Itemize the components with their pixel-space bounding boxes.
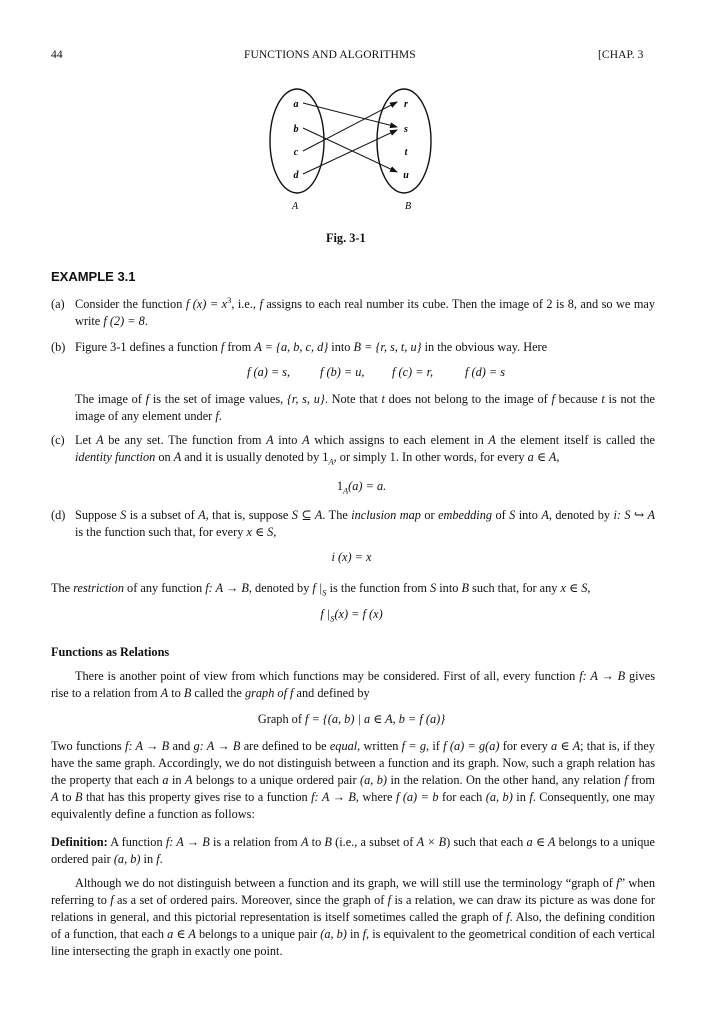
text: in the obvious way. Here xyxy=(421,340,548,354)
math: f xyxy=(506,910,510,924)
math: A = {a, b, c, d} xyxy=(254,340,329,354)
text: in xyxy=(512,790,530,804)
text: There is another point of view from which functions may be considered. First of all, every function xyxy=(75,669,580,683)
text: called the xyxy=(191,686,245,700)
element-r: r xyxy=(404,99,408,110)
text: in xyxy=(346,927,363,941)
text: as a set of ordered pairs. Moreover, since the graph of xyxy=(113,893,388,907)
restriction-display xyxy=(0,606,703,623)
text: Consider the function xyxy=(75,297,186,311)
value-fb: f (b) = u, xyxy=(320,365,365,379)
example-item-c xyxy=(51,432,655,466)
text: gives rise to a relation from xyxy=(51,669,655,700)
function-diagram xyxy=(230,80,470,220)
math: f = g xyxy=(401,739,427,753)
text: in the relation. On the other hand, any relation xyxy=(387,773,625,787)
math: A × B xyxy=(416,835,447,849)
value-fa: f (a) = s, xyxy=(247,365,291,379)
math: f xyxy=(215,409,219,423)
element-a: a xyxy=(293,99,299,110)
math: f xyxy=(551,392,555,406)
figure-caption: Fig. 3-1 xyxy=(326,231,366,245)
math: 1 xyxy=(336,479,343,493)
math: A xyxy=(51,790,59,804)
text: that has this property gives rise to a function xyxy=(82,790,312,804)
text: assigns to each real number its cube. Then the image of 2 is 8, and so we may write xyxy=(75,297,655,328)
text: on xyxy=(155,450,174,464)
text: A function xyxy=(107,835,166,849)
term: embedding xyxy=(438,508,493,522)
term: equal xyxy=(329,739,358,753)
math: A xyxy=(300,835,309,849)
term: identity function xyxy=(75,450,156,464)
graph-definition-display xyxy=(0,711,703,728)
math: x ∈ S xyxy=(560,581,588,595)
text: , denoted by xyxy=(248,581,313,595)
restriction-paragraph xyxy=(51,580,655,597)
text: from xyxy=(224,340,255,354)
text: The image of xyxy=(75,392,146,406)
math: a ∈ A xyxy=(526,835,556,849)
element-c: c xyxy=(293,147,299,158)
item-label: (c) xyxy=(51,433,65,447)
text: or xyxy=(420,508,439,522)
math: i: S ↪ A xyxy=(613,508,655,522)
math: g: A → B xyxy=(193,739,241,753)
math: A xyxy=(160,686,169,700)
math: a ∈ A xyxy=(527,450,557,464)
math: f: A → B xyxy=(165,835,210,849)
text: Figure 3-1 defines a function xyxy=(75,340,221,354)
subscript: S xyxy=(330,613,335,624)
text: to xyxy=(308,835,325,849)
text: ; that is, if they have the same graph. Accordingly, we do not distinguish between a function and its graph. Now, such a graph relation has the property that each xyxy=(51,739,655,787)
text: . Note that xyxy=(324,392,382,406)
text: to xyxy=(168,686,184,700)
math: f (a) = g(a) xyxy=(443,739,500,753)
text: , xyxy=(587,581,591,595)
math: a ∈ A xyxy=(551,739,581,753)
text: is the function from xyxy=(326,581,431,595)
math: f xyxy=(259,297,263,311)
text: . xyxy=(159,852,163,866)
text: is a relation, we can draw its picture as was done for relations in general, and this pictorial representation is itself sometimes called the graph of xyxy=(51,893,655,924)
element-u: u xyxy=(403,170,409,181)
text: Although we do not distinguish between a function and its graph, we will still use the terminology “graph of xyxy=(75,876,617,890)
text: belongs to a unique ordered pair xyxy=(51,835,655,866)
text: is not the image of any element under xyxy=(75,392,655,423)
arrow-b-to-u xyxy=(303,128,397,172)
text: Two functions xyxy=(51,739,125,753)
text: because xyxy=(554,392,602,406)
math: B xyxy=(324,835,332,849)
relations-paragraph-1 xyxy=(51,668,655,702)
math: (a, b) xyxy=(113,852,141,866)
math: {r, s, u} xyxy=(286,392,325,406)
term: graph of f xyxy=(244,686,294,700)
math: a xyxy=(162,773,169,787)
math: A xyxy=(96,433,104,447)
math: f xyxy=(387,893,392,907)
math: (a) = a. xyxy=(348,479,387,493)
set-label-A: A xyxy=(292,201,299,212)
math: S xyxy=(430,581,437,595)
math: f | xyxy=(320,607,331,621)
text: , or simply 1. In other words, for every xyxy=(333,450,528,464)
example-item-b xyxy=(51,339,655,356)
relations-paragraph-2 xyxy=(51,738,655,823)
text: the element itself is called the xyxy=(495,433,656,447)
text: is the set of image values, xyxy=(149,392,287,406)
definition-label: Definition: xyxy=(51,835,108,849)
subscript: A xyxy=(342,485,349,496)
math: A xyxy=(185,773,193,787)
text: is the function such that, for every xyxy=(75,525,247,539)
arrow-a-to-s xyxy=(303,103,397,127)
math: A xyxy=(198,508,206,522)
text: in xyxy=(168,773,186,787)
math: (a, b) xyxy=(485,790,513,804)
text: . xyxy=(218,409,222,423)
value-fc: f (c) = r, xyxy=(392,365,434,379)
text: and defined by xyxy=(293,686,370,700)
math: f xyxy=(110,893,114,907)
text: are defined to be xyxy=(240,739,330,753)
chapter-label: [CHAP. 3 xyxy=(598,49,644,61)
text: ) such that each xyxy=(446,835,527,849)
term: restriction xyxy=(73,581,124,595)
math: f xyxy=(616,876,620,890)
text: , xyxy=(273,525,277,539)
identity-display xyxy=(0,478,703,495)
term: inclusion map xyxy=(351,508,421,522)
math: S ⊆ A xyxy=(291,508,323,522)
text: , written xyxy=(357,739,402,753)
math: B xyxy=(461,581,469,595)
text: , i.e., xyxy=(231,297,260,311)
text: for every xyxy=(499,739,551,753)
math: f (2) = 8 xyxy=(103,314,145,328)
element-d: d xyxy=(293,170,299,181)
math: f xyxy=(156,852,160,866)
example-item-b-continued xyxy=(51,391,655,425)
math: f xyxy=(529,790,533,804)
text: , is equivalent to the geometrical condition of each vertical line intersecting the graph in exactly one point. xyxy=(51,927,656,958)
text: (i.e., a subset of xyxy=(331,835,417,849)
text: . The xyxy=(322,508,352,522)
text: , that is, suppose xyxy=(205,508,292,522)
math: t xyxy=(601,392,605,406)
text: in xyxy=(140,852,157,866)
text: belongs to a unique pair xyxy=(195,927,321,941)
inclusion-display: i (x) = x xyxy=(331,550,372,564)
text: does not belong to the image of xyxy=(384,392,552,406)
text: , xyxy=(556,450,560,464)
math: A xyxy=(173,450,182,464)
text: is a relation from xyxy=(209,835,301,849)
math: f (a) = b xyxy=(395,790,439,804)
example-item-a xyxy=(51,296,655,330)
text: belongs to a unique ordered pair xyxy=(192,773,361,787)
text: to xyxy=(58,790,76,804)
text: from xyxy=(627,773,655,787)
math: A xyxy=(488,433,496,447)
closing-paragraph xyxy=(51,875,655,960)
exponent: 3 xyxy=(227,294,232,305)
math: A xyxy=(541,508,549,522)
text: into xyxy=(515,508,542,522)
text: such that, for any xyxy=(468,581,561,595)
text: Graph of xyxy=(257,712,305,726)
text: , if xyxy=(426,739,444,753)
math: f: A → B xyxy=(125,739,170,753)
text: of any function xyxy=(123,581,206,595)
set-label-B: B xyxy=(405,201,412,212)
element-t: t xyxy=(404,147,408,158)
text: ” when referring to xyxy=(51,876,656,907)
arrow-c-to-r xyxy=(303,102,397,151)
item-label: (d) xyxy=(51,508,66,522)
math: 1 xyxy=(322,450,329,464)
example-heading: EXAMPLE 3.1 xyxy=(51,269,136,284)
math: S xyxy=(509,508,516,522)
math: f: A → B xyxy=(579,669,626,683)
section-heading: Functions as Relations xyxy=(51,645,170,659)
text: into xyxy=(273,433,303,447)
text: . xyxy=(144,314,148,328)
math: f = {(a, b) | a ∈ A, b = f (a)} xyxy=(305,712,446,726)
math: B xyxy=(75,790,83,804)
text: is a subset of xyxy=(126,508,199,522)
subscript: A xyxy=(328,456,334,467)
definition-paragraph xyxy=(51,834,655,868)
math: (a, b) xyxy=(360,773,388,787)
text: be any set. The function from xyxy=(103,433,267,447)
text: of xyxy=(492,508,510,522)
math: (x) = f (x) xyxy=(334,607,383,621)
math: A xyxy=(266,433,274,447)
math: a ∈ A xyxy=(167,927,196,941)
math: B xyxy=(183,686,192,700)
page-number: 44 xyxy=(51,49,63,61)
arrow-d-to-s xyxy=(303,130,397,174)
text: which assigns to each element in xyxy=(309,433,489,447)
text: The xyxy=(51,581,74,595)
math: A xyxy=(302,433,310,447)
math: x ∈ S xyxy=(246,525,274,539)
math: B = {r, s, t, u} xyxy=(353,340,422,354)
math: (a, b) xyxy=(320,927,347,941)
math: f xyxy=(220,340,225,354)
item-label: (a) xyxy=(51,297,65,311)
text: Suppose xyxy=(75,508,121,522)
example-item-d xyxy=(51,507,655,541)
text: , denoted by xyxy=(548,508,614,522)
text: . Consequently, one may equivalently define a function as follows: xyxy=(51,790,656,821)
text: . Also, the defining condition of a function, that each xyxy=(51,910,656,941)
text: for each xyxy=(438,790,486,804)
value-fd: f (d) = s xyxy=(465,365,506,379)
text: and it is usually denoted by xyxy=(181,450,323,464)
text: into xyxy=(436,581,462,595)
math: f: A → B xyxy=(205,581,249,595)
math: f xyxy=(362,927,367,941)
math: f | xyxy=(312,581,323,595)
text: into xyxy=(328,340,354,354)
item-label: (b) xyxy=(51,340,66,354)
math: f xyxy=(624,773,628,787)
element-s: s xyxy=(404,124,408,135)
running-title: FUNCTIONS AND ALGORITHMS xyxy=(244,49,416,61)
math: f (x) = x xyxy=(185,297,228,311)
math: t xyxy=(381,392,385,406)
subscript: S xyxy=(322,587,327,598)
text: and xyxy=(169,739,194,753)
math: f: A → B xyxy=(311,790,356,804)
math: S xyxy=(120,508,127,522)
math: f xyxy=(145,392,150,406)
text: Let xyxy=(75,433,97,447)
element-b: b xyxy=(293,124,299,135)
text: , where xyxy=(355,790,396,804)
